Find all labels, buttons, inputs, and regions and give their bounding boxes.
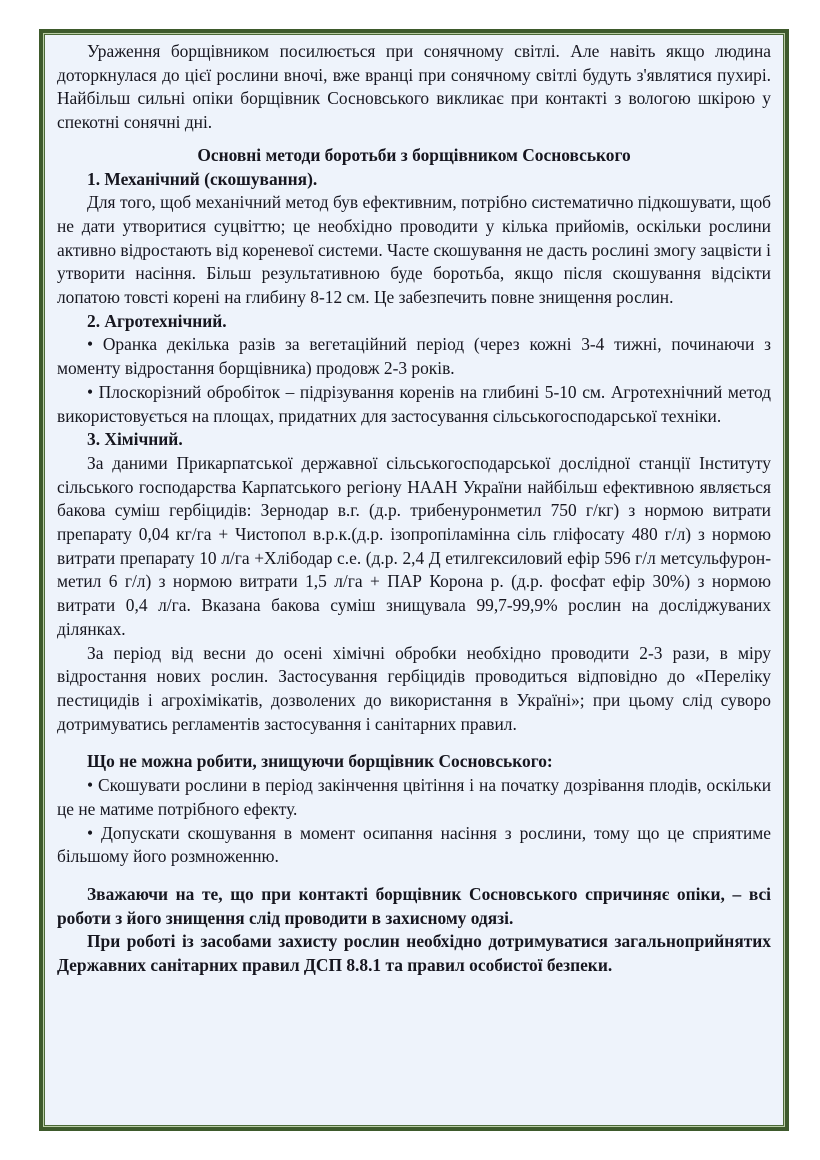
agrotechnical-bullet-2: • Плоскорізний обробіток – підрізування коренів на глибині 5-10 см. Агротехнічний метод використовується на площах, придатних для застосування сільськогосподарської техніки.	[57, 381, 771, 426]
chemical-heading: 3. Хімічний.	[87, 429, 183, 450]
mechanical-heading: 1. Механічний (скошування).	[87, 168, 318, 189]
frame-inner-line	[44, 34, 784, 1126]
safety-paragraph-2: При роботі із засобами захисту рослин необхідно дотримуватися загальноприйнятих Державних санітарних правил ДСП 8.8.1 та правил особистої безпеки.	[57, 931, 771, 976]
mechanical-paragraph: Для того, щоб механічний метод був ефективним, потрібно систематично підкошувати, щоб не дати утворитися суцвіттю; це необхідно проводити у кілька прийомів, оскільки рослини активно відростають від кореневої системи. Часте скошування не дасть рослині змогу зацвісти і утворити насіння. Більш результативною буде боротьба, якщо після скошування відсікти лопатою товсті корені на глибину 8-12 см. Це забезпечить повне знищення рослин.	[57, 192, 771, 308]
page-frame	[39, 29, 789, 1131]
donts-heading: Що не можна робити, знищуючи борщівник Сосновського:	[87, 751, 553, 772]
agrotechnical-heading: 2. Агротехнічний.	[87, 310, 227, 331]
page-content	[45, 35, 783, 1125]
safety-paragraph-1: Зважаючи на те, що при контакті борщівник Сосновського спричиняє опіки, – всі роботи з його знищення слід проводити в захисному одязі.	[57, 883, 771, 928]
intro-paragraph: Ураження борщівником посилюється при сонячному світлі. Але навіть якщо людина доторкнулася до цієї рослини вночі, вже вранці при сонячному світлі будуть з'являтися пухирі. Найбільш сильні опіки борщівник Сосновського викликає при контакті з вологою шкірою у спекотні сонячні дні.	[57, 41, 771, 133]
frame-light-line	[43, 33, 785, 1127]
methods-title: Основні методи боротьби з борщівником Сосновського	[197, 144, 631, 165]
chemical-paragraph-1: За даними Прикарпатської державної сільськогосподарської дослідної станції Інституту сільського господарства Карпатського регіону НААН України найбільш ефективною являється бакова суміш гербіцидів: Зернодар в.г. (д.р. трибенуронметил 750 г/кг) з нормою витрати препарату 0,04 кг/га + Чистопол в.р.к.(д.р. ізопропіламінна сіль гліфосату 480 г/л) з нормою витрати препарату 10 л/га +Хлібодар с.е. (д.р. 2,4 Д етилгексиловий ефір 596 г/л метсульфурон-метил 6 г/л) з нормою витрати 1,5 л/га + ПАР Корона р. (д.р. фосфат ефір 30%) з нормою витрати 0,4 л/га. Вказана бакова суміш знищувала 99,7-99,9% рослин на досліджуваних ділянках.	[57, 452, 771, 639]
agrotechnical-bullet-1: • Оранка декілька разів за вегетаційний період (через кожні 3-4 тижні, починаючи з моменту відростання борщівника) продовж 2-3 років.	[57, 334, 771, 379]
donts-bullet-1: • Скошувати рослини в період закінчення цвітіння і на початку дозрівання плодів, оскільки це не матиме потрібного ефекту.	[57, 775, 771, 819]
donts-bullet-2: • Допускати скошування в момент осипання насіння з рослини, тому що це сприятиме більшому його розмноженню.	[57, 822, 771, 867]
chemical-paragraph-2: За період від весни до осені хімічні обробки необхідно проводити 2-3 рази, в міру відростання нових рослин. Застосування гербіцидів проводиться відповідно до «Переліку пестицидів і агрохімікатів, дозволених до використання в Україні»; при цьому слід суворо дотримуватись регламентів застосування і санітарних правил.	[57, 642, 771, 734]
